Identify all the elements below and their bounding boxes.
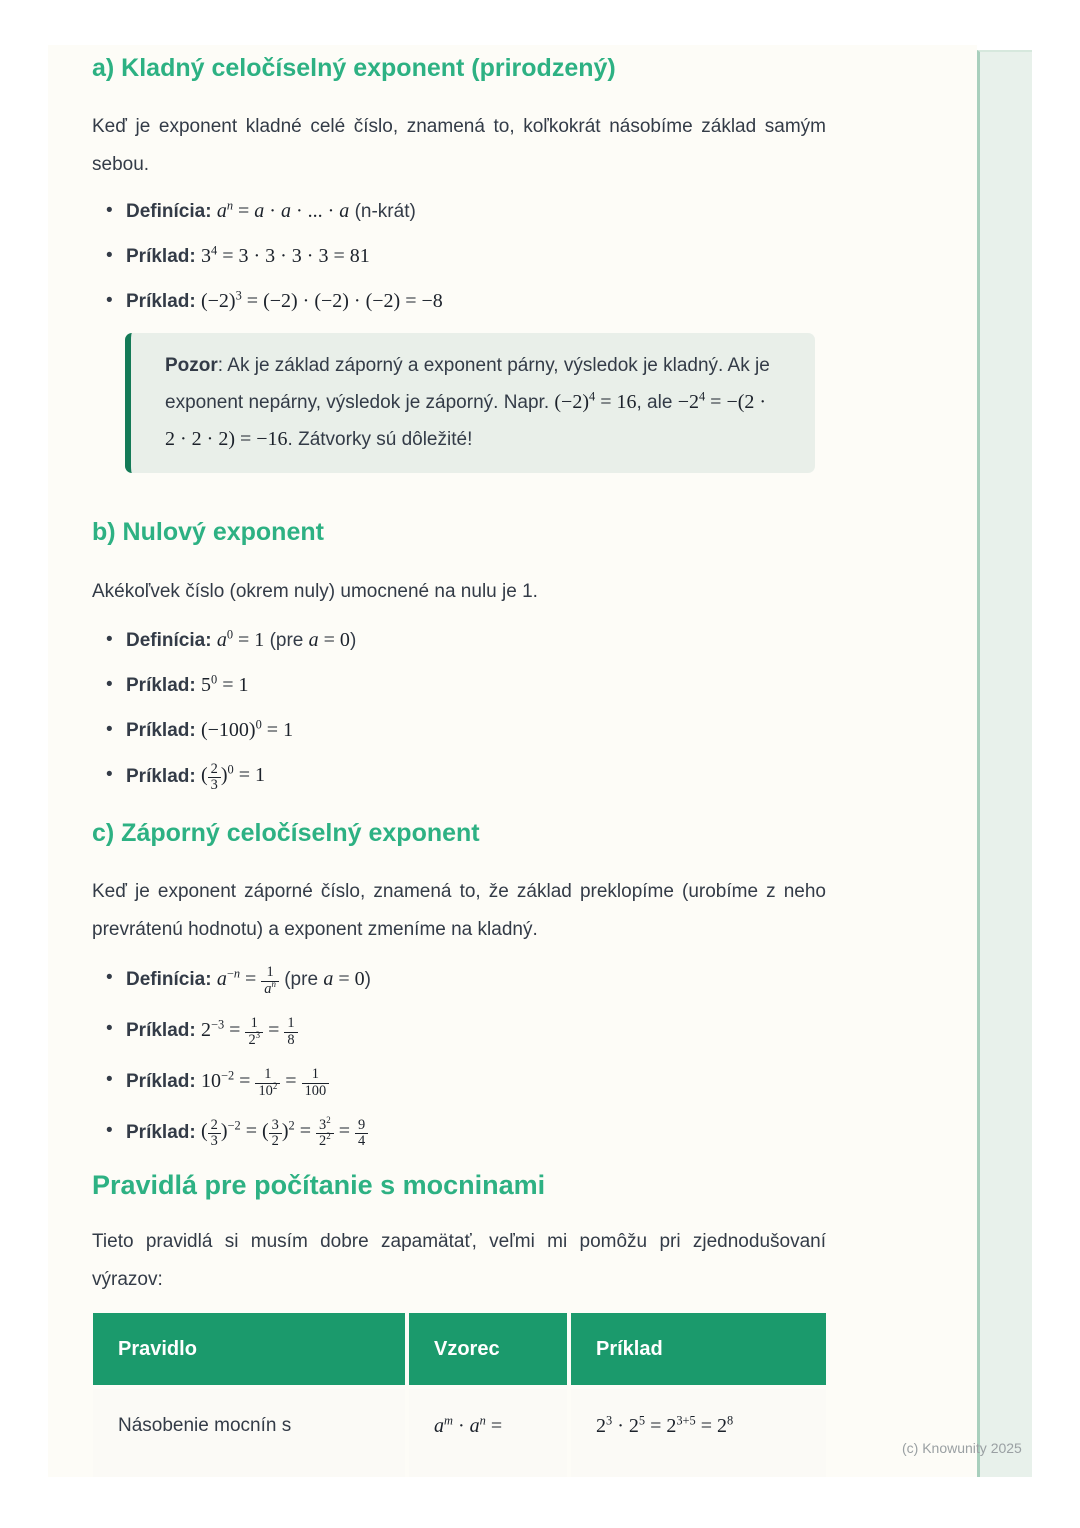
bullet-item [106,717,826,744]
fraction: $\frac{1}{10^2}$ [255,1067,280,1100]
section-c-heading: c) Záporný celočíselný exponent [92,819,480,848]
bullet-math: $a^n = a \cdot a$ · ... · a (n-krát) [216,198,416,223]
side-strip [977,50,1032,1477]
section-b-bullet-list [92,627,826,795]
section-c-bullet-list [92,965,826,1150]
table-cell-formula: $a^m \cdot a^n$ = [409,1389,567,1477]
bullet-item [106,672,826,699]
section-a-bullet-list [92,198,826,315]
section-b-paragraph: Akékoľvek číslo (okrem nuly) umocnené na nulu je 1. [92,580,538,602]
fraction: $\frac{9}{4}$ [355,1118,368,1151]
bullet-item [106,1016,826,1049]
bullet-label: Definícia: [126,969,217,991]
bullet-item [106,243,826,270]
table-cell-rule: Násobenie mocnín s [93,1389,405,1477]
bullet-math: $(-100)^0 = 1$ [200,716,294,741]
bullet-label: Definícia: [126,201,217,223]
section-b-heading: b) Nulový exponent [92,518,324,547]
bullet-item [106,627,826,654]
fraction: $\frac{1}{8}$ [284,1016,297,1049]
section-a-paragraph: Keď je exponent kladné celé číslo, znamená to, koľkokrát násobíme základ samým sebou. [92,116,826,176]
rules-intro: Tieto pravidlá si musím dobre zapamätať, veľmi mi pomôžu pri zjednodušovaní výrazov: [92,1231,826,1291]
warning-callout [125,333,815,473]
bullet-label: Príklad: [126,1121,201,1143]
bullet-math: ( $\frac{2}{3}$ )$^{-2}$ = ( $\frac{3}{2}$ )$^2$ = $\frac{3^2}{2^2}$ = $\frac{9}{4}$ [201,1120,368,1142]
bullet-label: Príklad: [126,719,201,741]
section-a-heading: a) Kladný celočíselný exponent (prirodzený) [92,54,616,82]
rules-heading: Pravidlá pre počítanie s mocninami [92,1170,546,1201]
bullet-label: Príklad: [126,765,201,787]
fraction: $\frac{2}{3}$ [208,762,221,795]
fraction: $\frac{1}{a^n}$ [261,965,279,998]
bullet-label: Príklad: [126,1070,201,1092]
page-content [48,45,826,1477]
document-page [48,45,977,1477]
bullet-label: Príklad: [126,246,201,268]
bullet-item [106,1067,826,1100]
bullet-math: ( $\frac{2}{3}$ )$^0$ = 1 [200,760,266,794]
rules-table [93,1313,826,1477]
bullet-item [106,762,826,795]
bullet-label: Definícia: [126,629,217,651]
bullet-label: Príklad: [126,291,201,313]
fraction: $\frac{2}{3}$ [208,1118,221,1151]
bullet-math: $10^{-2}$ = $\frac{1}{10^2}$ = $\frac{1}{100}$ [201,1070,329,1092]
section-c-paragraph: Keď je exponent záporné číslo, znamená to, že základ preklopíme (urobíme z neho prevrátenú hodnotu) a exponent zmeníme na kladný. [92,881,826,941]
bullet-item [106,965,826,998]
fraction: $\frac{3}{2}$ [269,1118,282,1151]
bullet-item [106,288,826,315]
table-cell-example: $2^3 \cdot 2^5 = 2^{3+5} = 2^8$ [571,1389,826,1477]
fraction: $\frac{1}{2^3}$ [245,1016,263,1049]
bullet-math: $(-2)^3 = (-2) \cdot (-2) \cdot (-2) = -8$ [200,288,443,313]
bullet-item [106,1114,826,1151]
table-header-vzorec: Vzorec [409,1313,567,1385]
bullet-math: $a^0 = 1$ (pre a = 0) [216,626,357,651]
bullet-label: Príklad: [126,674,201,696]
bullet-math: $2^{-3}$ = $\frac{1}{2^3}$ = $\frac{1}{8}$ [201,1019,298,1041]
bullet-label: Príklad: [126,1020,201,1042]
copyright-label: (c) Knowunity 2025 [902,1440,1022,1456]
bullet-math: $a^{-n}$ = $\frac{1}{a^n}$ (pre a = 0) [216,964,371,998]
fraction: $\frac{1}{100}$ [302,1067,330,1100]
bullet-item [106,198,826,225]
warning-callout-text: Pozor: Ak je základ záporný a exponent párny, výsledok je kladný. Ak je exponent nepárny, výsledok je záporný. Napr. $(-2)^4 = 16$, ale $-2^4 = -(2 \cdot 2 \cdot 2 \cdot 2) = -16$. Zátvorky sú dôležité! [165,355,770,451]
table-header-priklad: Príklad [571,1313,826,1385]
bullet-math: $5^0 = 1$ [200,671,249,696]
table-header-pravidlo: Pravidlo [93,1313,405,1385]
fraction: $\frac{3^2}{2^2}$ [316,1118,334,1151]
bullet-math: $3^4 = 3 \cdot 3 \cdot 3 \cdot 3 = 81$ [200,243,370,268]
